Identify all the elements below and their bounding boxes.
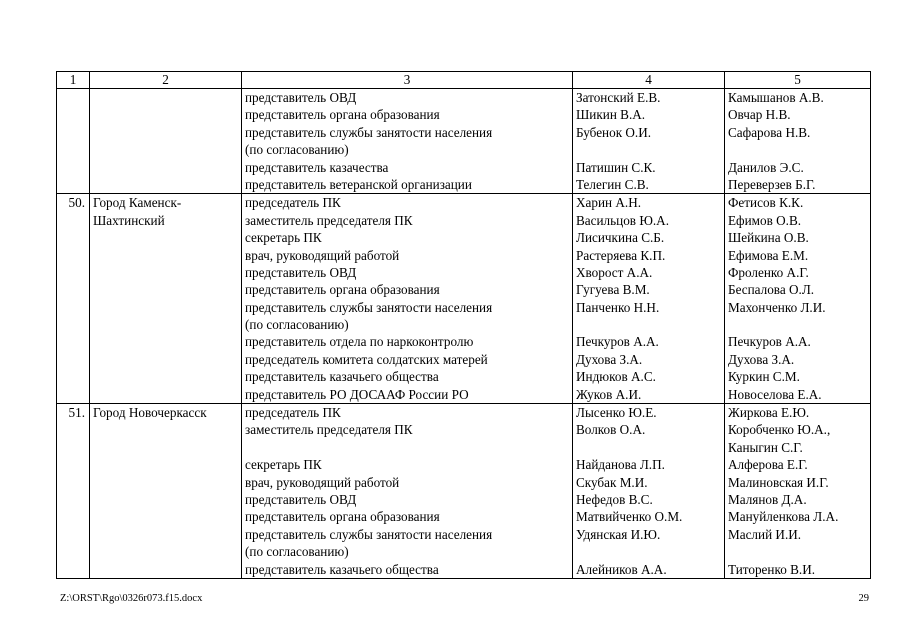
role-line: председатель ПК: [245, 195, 341, 211]
deputy-name: Малиновская И.Г.: [728, 474, 829, 490]
role-line: (по согласованию): [245, 317, 349, 333]
member-name: [576, 316, 721, 333]
member-name: Затонский Е.В.: [576, 90, 661, 105]
deputy-name: Ефимов О.В.: [728, 212, 802, 228]
member-cell: [573, 194, 725, 404]
row-number: [60, 89, 85, 106]
page-number: 29: [858, 593, 869, 604]
deputy-name: Малянов Д.А.: [728, 491, 807, 507]
role-line: представитель органа образования: [245, 282, 440, 298]
member-name: Печкуров А.А.: [576, 334, 659, 350]
deputy-name: Овчар Н.В.: [728, 107, 791, 123]
deputy-name: [728, 316, 867, 333]
deputy-name: Сафарова Н.В.: [728, 124, 811, 140]
role-line: (по согласованию): [245, 544, 349, 560]
deputy-name: Печкуров А.А.: [728, 334, 811, 350]
deputy-name: Фетисов К.К.: [728, 195, 804, 211]
deputy-name: Беспалова О.Л.: [728, 282, 815, 298]
member-name: Лысенко Ю.Е.: [576, 405, 657, 421]
header-row: [57, 72, 871, 89]
member-name: Патишин С.К.: [576, 159, 656, 175]
deputy-name: Ефимова Е.М.: [728, 247, 809, 263]
member-name: Гугуева В.М.: [576, 282, 650, 298]
role-line: заместитель председателя ПК: [245, 422, 413, 438]
member-name: Алейников А.А.: [576, 561, 667, 577]
role-cell: [242, 404, 573, 579]
table-row: [57, 89, 871, 194]
header-cell-2: 2: [90, 72, 242, 89]
member-name: Бубенок О.И.: [576, 124, 652, 140]
city-name-line: Город Каменск-: [93, 195, 182, 211]
member-name: Лисичкина С.Б.: [576, 230, 665, 246]
role-line: представитель казачества: [245, 159, 389, 175]
role-line: представитель службы занятости населения: [245, 124, 493, 140]
role-line: представитель органа образования: [245, 107, 440, 123]
deputy-name: Новоселова Е.А.: [728, 386, 822, 402]
role-line: представитель ОВД: [245, 90, 357, 105]
deputy-cell: [725, 404, 871, 579]
deputy-name: Куркин С.М.: [728, 369, 800, 385]
role-line: представитель РО ДОСААФ России РО: [245, 386, 469, 402]
table-body: [57, 72, 871, 579]
member-cell: [573, 89, 725, 194]
member-name: Скубак М.И.: [576, 474, 648, 490]
member-cell: [573, 404, 725, 579]
deputy-name: Шейкина О.В.: [728, 230, 809, 246]
member-name: Найданова Л.П.: [576, 457, 665, 473]
deputy-name: Маслий И.И.: [728, 526, 802, 542]
role-line: представитель ОВД: [245, 264, 357, 280]
role-line: представитель казачьего общества: [245, 561, 439, 577]
row-number-cell: [57, 89, 90, 194]
table-row: [57, 194, 871, 404]
deputy-name: Алферова Е.Г.: [728, 457, 808, 473]
deputy-name: Камышанов А.В.: [728, 90, 824, 105]
role-line: представитель службы занятости населения: [245, 299, 493, 315]
city-name-line: Шахтинский: [93, 212, 165, 228]
deputy-name: Коробченко Ю.А.,: [728, 422, 831, 438]
deputy-name: [728, 543, 867, 560]
row-number-cell: [57, 404, 90, 579]
deputy-cell: [725, 89, 871, 194]
role-cell: [242, 89, 573, 194]
member-name: Индюков А.С.: [576, 369, 656, 385]
member-name: Матвийченко О.М.: [576, 509, 683, 525]
role-line: секретарь ПК: [245, 230, 322, 246]
member-name: Харин А.Н.: [576, 195, 642, 211]
member-name: Васильцов Ю.А.: [576, 212, 670, 228]
row-number: 50.: [68, 195, 85, 211]
deputy-cell: [725, 194, 871, 404]
deputy-name: Фроленко А.Г.: [728, 264, 809, 280]
row-number-cell: [57, 194, 90, 404]
member-name: Нефедов В.С.: [576, 491, 653, 507]
row-number: 51.: [68, 405, 85, 421]
member-name: [576, 141, 721, 158]
member-name: Хворост А.А.: [576, 264, 653, 280]
member-name: Волков О.А.: [576, 422, 646, 438]
deputy-name: Махонченко Л.И.: [728, 299, 826, 315]
members-table: [56, 71, 871, 579]
city-name-line: Город Новочеркасск: [93, 405, 207, 421]
role-line: представитель ветеранской организации: [245, 176, 472, 192]
city-cell: [90, 89, 242, 194]
header-cell-4: 4: [573, 72, 725, 89]
member-name: Удянская И.Ю.: [576, 526, 661, 542]
role-line: представитель отдела по наркоконтролю: [245, 334, 474, 350]
member-name: Жуков А.И.: [576, 386, 642, 402]
deputy-name: Духова З.А.: [728, 351, 795, 367]
header-cell-1: 1: [57, 72, 90, 89]
member-name: Растеряева К.П.: [576, 247, 666, 263]
role-line: представитель службы занятости населения: [245, 526, 493, 542]
deputy-name: Мануйленкова Л.А.: [728, 509, 839, 525]
member-name: Телегин С.В.: [576, 176, 649, 192]
city-cell: [90, 194, 242, 404]
role-line: заместитель председателя ПК: [245, 212, 413, 228]
role-line: представитель ОВД: [245, 491, 357, 507]
member-name: [576, 543, 721, 560]
role-line: представитель органа образования: [245, 509, 440, 525]
role-line: (по согласованию): [245, 142, 349, 158]
deputy-name: Жиркова Е.Ю.: [728, 405, 810, 421]
deputy-name: Каныгин С.Г.: [728, 439, 803, 455]
role-line: представитель казачьего общества: [245, 369, 439, 385]
member-name: Панченко Н.Н.: [576, 299, 660, 315]
table-row: [57, 404, 871, 579]
role-line: врач, руководящий работой: [245, 247, 400, 263]
deputy-name: Переверзев Б.Г.: [728, 176, 816, 192]
deputy-name: [728, 141, 867, 158]
role-line: председатель ПК: [245, 405, 341, 421]
file-path: Z:\ORST\Rgo\0326r073.f15.docx: [60, 593, 203, 604]
member-name: Духова З.А.: [576, 351, 643, 367]
header-cell-3: 3: [242, 72, 573, 89]
header-cell-5: 5: [725, 72, 871, 89]
deputy-name: Титоренко В.И.: [728, 561, 816, 577]
role-line: секретарь ПК: [245, 457, 322, 473]
city-cell: [90, 404, 242, 579]
role-line: врач, руководящий работой: [245, 474, 400, 490]
member-name: [576, 439, 721, 456]
role-line: председатель комитета солдатских матерей: [245, 351, 488, 367]
member-name: Шикин В.А.: [576, 107, 646, 123]
role-cell: [242, 194, 573, 404]
role-line: [245, 439, 569, 456]
deputy-name: Данилов Э.С.: [728, 159, 804, 175]
